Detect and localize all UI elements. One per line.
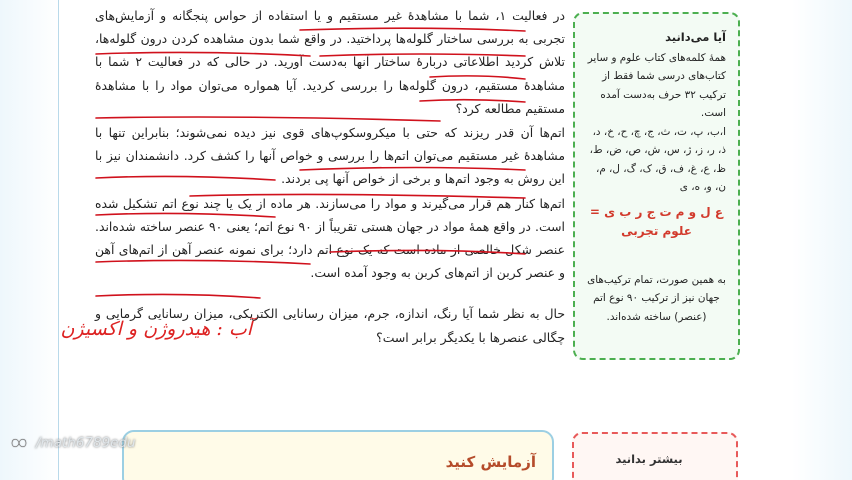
science-letters-highlight: ع ل و م ت ج ر ب ی = علوم تجربی (589, 204, 724, 238)
paragraph-question: حال به نظر شما آیا رنگ، اندازه، جرم، میزان رسانایی الکتریکی، میزان رسانایی گرمایی و چگالی عنصرها با یکدیگر برابر است؟ (95, 306, 565, 345)
did-you-know-box (573, 12, 740, 360)
alphabet-letters: ا،ب، پ، ت، ث، ج، چ، ح، خ، د، ذ، ر، ز، ژ، س، ش، ص، ض، ط، ظ، ع، غ، ف، ق، ک، گ، ل، م، ن، و، ه، ی (589, 125, 726, 193)
infinity-logo-icon (6, 435, 32, 451)
did-you-know-footer: به همین صورت، تمام ترکیب‌های جهان نیز از ترکیب ۹۰ نوع اتم (عنصر) ساخته شده‌اند. (587, 273, 726, 323)
main-text-column (95, 4, 565, 350)
page-margin-line (58, 0, 59, 480)
did-you-know-body: همهٔ کلمه‌های کتاب علوم و سایر کتاب‌های درسی شما فقط از ترکیب ۳۲ حرف به‌دست آمده است. (587, 51, 726, 119)
handwritten-note: آب : هیدروژن و اکسیژن (60, 318, 252, 340)
paragraph-activity: در فعالیت ۱، شما با مشاهدهٔ غیر مستقیم و یا استفاده از حواس پنجگانه و آزمایش‌های تجربی به بررسی ساختار گلوله‌ها پرداختید. در واقع شما بدون مشاهده کردن درون گلوله‌ها، تلاش کردید اطلاعاتی دربارهٔ ساختار آنها به‌دست آورید. در حالی که در فعالیت ۲ شما با مشاهدهٔ مستقیم، درون گلوله‌ها را بررسی کردید. آیا همواره می‌توان مواد را با مشاهدهٔ مستقیم مطالعه کرد؟ (95, 8, 566, 116)
paragraph-elements: اتم‌ها کنار هم قرار می‌گیرند و مواد را می‌سازند. هر ماده از یک یا چند نوع اتم تشکیل شده است. در واقع همهٔ مواد در جهان هستی تقریباً از ۹۰ نوع اتم؛ یعنی ۹۰ عنصر ساخته شده‌اند. عنصر شکل خالصی از ماده است که یک نوع اتم دارد؛ برای نمونه عنصر آهن از اتم‌های آهن و عنصر کربن از اتم‌های کربن به وجود آمده است. (95, 195, 565, 281)
learn-more-title: بیشتر بدانید (615, 452, 683, 466)
learn-more-box (572, 432, 738, 480)
experiment-title: آزمایش کنید (445, 453, 536, 471)
did-you-know-title: آیا می‌دانید (665, 30, 726, 44)
experiment-box (122, 430, 554, 480)
watermark-handle: /math6789edu (36, 435, 136, 451)
channel-watermark (6, 432, 136, 454)
paragraph-atoms-small: اتم‌ها آن قدر ریزند که حتی با میکروسکوپ‌های قوی نیز دیده نمی‌شوند؛ بنابراین تنها با مشاهدهٔ غیر مستقیم می‌توان اتم‌ها را بررسی و خواص آنها را کشف کرد. دانشمندان نیز با این روش به وجود اتم‌ها و برخی از خواص آنها پی بردند. (95, 125, 565, 187)
